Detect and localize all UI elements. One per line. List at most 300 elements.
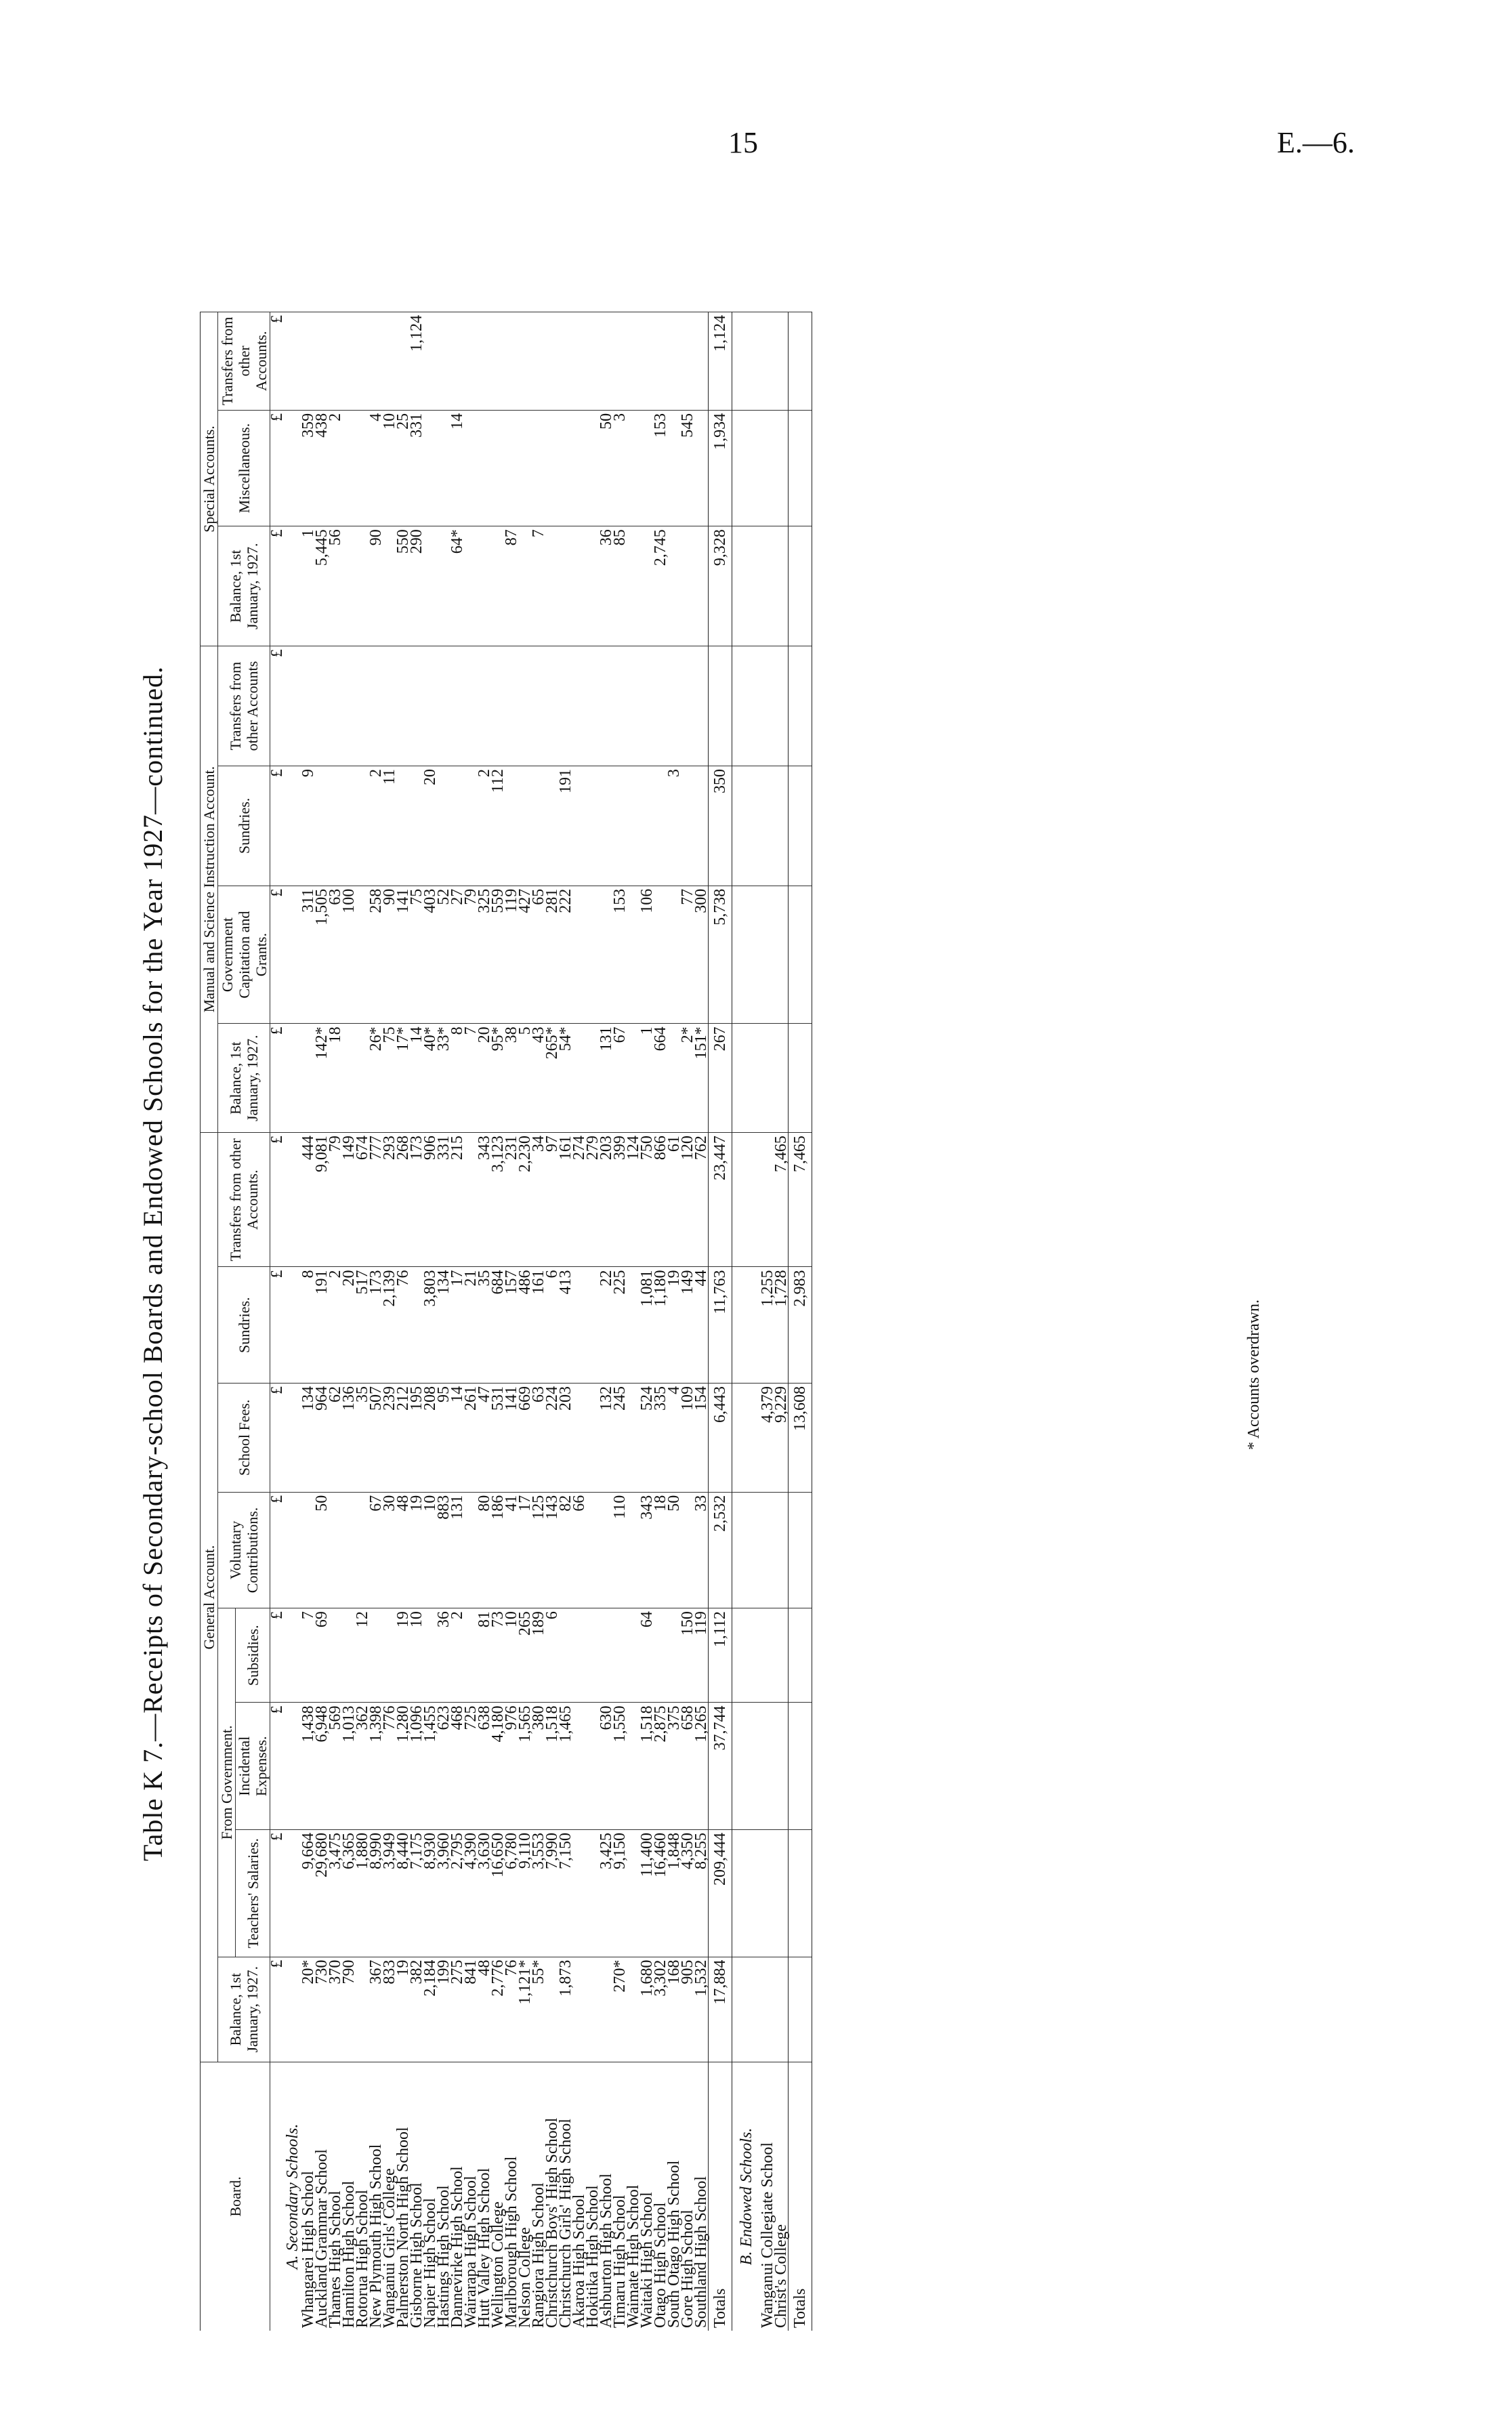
- value-cell: [450, 646, 464, 766]
- school-name: New Plymouth High School: [369, 2062, 383, 2331]
- value-cell: 2,776: [491, 1957, 505, 2062]
- value-cell: 25: [396, 410, 410, 526]
- total-cell: [789, 1492, 812, 1608]
- value-cell: [761, 526, 774, 646]
- value-cell: 35: [478, 1267, 491, 1383]
- value-cell: 11: [383, 766, 396, 886]
- value-cell: 43: [532, 1024, 545, 1133]
- value-cell: 343: [640, 1492, 654, 1608]
- value-cell: 90: [369, 526, 383, 646]
- value-cell: 1: [640, 1024, 654, 1133]
- value-cell: [761, 1830, 774, 1957]
- empty-cell: [732, 886, 761, 1024]
- table-row: [694, 312, 709, 2331]
- value-cell: 142*: [315, 1024, 329, 1133]
- value-cell: 311: [301, 886, 315, 1024]
- value-cell: 19: [410, 1492, 423, 1608]
- empty-cell: [284, 646, 301, 766]
- value-cell: [681, 312, 694, 411]
- empty-cell: [732, 1608, 761, 1703]
- value-cell: 545: [681, 410, 694, 526]
- value-cell: 1,873: [559, 1957, 572, 2062]
- value-cell: 27: [450, 886, 464, 1024]
- value-cell: 134: [301, 1383, 315, 1492]
- value-cell: 5: [518, 1024, 532, 1133]
- table-title: Table K 7.—Receipts of Secondary-school Boards and Endowed Schools for the Year 1927—continued.: [137, 665, 168, 1862]
- value-cell: 208: [423, 1383, 437, 1492]
- currency-cell: £: [270, 1133, 285, 1267]
- value-cell: [410, 646, 423, 766]
- value-cell: [761, 1957, 774, 2062]
- value-cell: 150: [681, 1608, 694, 1703]
- value-cell: 3,302: [654, 1957, 667, 2062]
- value-cell: 325: [478, 886, 491, 1024]
- table-row: [315, 312, 329, 2331]
- value-cell: 161: [532, 1267, 545, 1383]
- value-cell: 1,280: [396, 1703, 410, 1830]
- value-cell: 265: [518, 1608, 532, 1703]
- value-cell: 239: [383, 1383, 396, 1492]
- value-cell: [694, 410, 709, 526]
- value-cell: [559, 312, 572, 411]
- value-cell: 199: [437, 1957, 450, 2062]
- value-cell: 2,875: [654, 1703, 667, 1830]
- value-cell: [423, 646, 437, 766]
- value-cell: 524: [640, 1383, 654, 1492]
- school-name: Christchurch Boys' High School: [545, 2062, 559, 2331]
- total-cell: 9,328: [709, 526, 732, 646]
- document-id: E.—6.: [1277, 126, 1355, 159]
- value-cell: 1,255: [761, 1267, 774, 1383]
- value-cell: 80: [478, 1492, 491, 1608]
- value-cell: 10: [410, 1608, 423, 1703]
- value-cell: [654, 886, 667, 1024]
- value-cell: 6,365: [342, 1830, 356, 1957]
- value-cell: 367: [369, 1957, 383, 2062]
- value-cell: [342, 1492, 356, 1608]
- header-balance: Balance, 1st January, 1927.: [218, 1957, 270, 2062]
- value-cell: 399: [613, 1133, 627, 1267]
- table-row: [301, 312, 315, 2331]
- total-cell: 11,763: [709, 1267, 732, 1383]
- value-cell: 684: [491, 1267, 505, 1383]
- value-cell: [586, 1957, 600, 2062]
- value-cell: 3,960: [437, 1830, 450, 1957]
- value-cell: 1,455: [423, 1703, 437, 1830]
- table-row: [532, 312, 545, 2331]
- header-manual-transfers: Transfers from other Accounts: [218, 646, 270, 766]
- table-row: [410, 312, 423, 2331]
- table-row: [613, 312, 627, 2331]
- table-row: [356, 312, 369, 2331]
- header-fees: School Fees.: [218, 1383, 270, 1492]
- value-cell: [464, 410, 478, 526]
- value-cell: [437, 646, 450, 766]
- value-cell: [572, 410, 586, 526]
- currency-cell: £: [270, 1024, 285, 1133]
- total-cell: [789, 886, 812, 1024]
- value-cell: 168: [667, 1957, 681, 2062]
- value-cell: [694, 766, 709, 886]
- table-row: [369, 312, 383, 2331]
- value-cell: 270*: [613, 1957, 627, 2062]
- empty-cell: [732, 1267, 761, 1383]
- value-cell: 9,229: [774, 1383, 789, 1492]
- value-cell: 550: [396, 526, 410, 646]
- value-cell: 1,728: [774, 1267, 789, 1383]
- value-cell: 125: [532, 1492, 545, 1608]
- total-cell: [789, 1957, 812, 2062]
- value-cell: [329, 646, 342, 766]
- value-cell: 1,096: [410, 1703, 423, 1830]
- value-cell: [613, 766, 627, 886]
- value-cell: 36: [600, 526, 613, 646]
- value-cell: 132: [600, 1383, 613, 1492]
- value-cell: 438: [315, 410, 329, 526]
- section-heading: [284, 312, 301, 2331]
- value-cell: 3: [613, 410, 627, 526]
- value-cell: 215: [450, 1133, 464, 1267]
- value-cell: [627, 766, 640, 886]
- value-cell: 343: [478, 1133, 491, 1267]
- value-cell: 1,121*: [518, 1957, 532, 2062]
- value-cell: 19: [396, 1608, 410, 1703]
- totals-label: Totals: [789, 2062, 812, 2331]
- header-manual-balance: Balance, 1st January, 1927.: [218, 1024, 270, 1133]
- value-cell: 866: [654, 1133, 667, 1267]
- value-cell: 95: [437, 1383, 450, 1492]
- value-cell: [654, 646, 667, 766]
- school-name: Marlborough High School: [505, 2062, 518, 2331]
- value-cell: 261: [464, 1383, 478, 1492]
- school-name: Whangarei High School: [301, 2062, 315, 2331]
- value-cell: 4,379: [761, 1383, 774, 1492]
- value-cell: 67: [369, 1492, 383, 1608]
- school-name: Nelson College: [518, 2062, 532, 2331]
- header-special-balance: Balance, 1st January, 1927.: [218, 526, 270, 646]
- value-cell: [491, 646, 505, 766]
- value-cell: 195: [410, 1383, 423, 1492]
- header-sundries: Sundries.: [218, 1267, 270, 1383]
- value-cell: 293: [383, 1133, 396, 1267]
- header-manual-sundries: Sundries.: [218, 766, 270, 886]
- value-cell: 964: [315, 1383, 329, 1492]
- value-cell: 1,124: [410, 312, 423, 411]
- school-name: Ashburton High School: [600, 2062, 613, 2331]
- value-cell: 22: [600, 1267, 613, 1383]
- value-cell: [545, 526, 559, 646]
- total-cell: [789, 646, 812, 766]
- value-cell: 63: [532, 1383, 545, 1492]
- value-cell: 1,398: [369, 1703, 383, 1830]
- value-cell: 265*: [545, 1024, 559, 1133]
- value-cell: [478, 410, 491, 526]
- currency-cell: £: [270, 1267, 285, 1383]
- value-cell: [667, 312, 681, 411]
- value-cell: [423, 410, 437, 526]
- value-cell: 883: [437, 1492, 450, 1608]
- value-cell: 1,518: [640, 1703, 654, 1830]
- value-cell: [654, 1608, 667, 1703]
- value-cell: [774, 646, 789, 766]
- value-cell: 20: [423, 766, 437, 886]
- rotated-table-frame: [122, 196, 1341, 2331]
- value-cell: 9,110: [518, 1830, 532, 1957]
- value-cell: 669: [518, 1383, 532, 1492]
- value-cell: [301, 646, 315, 766]
- school-name: Timaru High School: [613, 2062, 627, 2331]
- value-cell: 48: [478, 1957, 491, 2062]
- empty-cell: [284, 766, 301, 886]
- value-cell: 11,400: [640, 1830, 654, 1957]
- value-cell: 1,013: [342, 1703, 356, 1830]
- table-row: [761, 312, 774, 2331]
- value-cell: [572, 766, 586, 886]
- value-cell: 275: [450, 1957, 464, 2062]
- value-cell: [572, 312, 586, 411]
- value-cell: 4,350: [681, 1830, 694, 1957]
- table-row: [586, 312, 600, 2331]
- value-cell: [450, 766, 464, 886]
- value-cell: 154: [694, 1383, 709, 1492]
- value-cell: 17: [450, 1267, 464, 1383]
- currency-cell: £: [270, 1830, 285, 1957]
- value-cell: [518, 312, 532, 411]
- value-cell: 55*: [532, 1957, 545, 2062]
- value-cell: [586, 646, 600, 766]
- value-cell: [774, 1957, 789, 2062]
- value-cell: 26*: [369, 1024, 383, 1133]
- value-cell: 17: [518, 1492, 532, 1608]
- value-cell: [437, 766, 450, 886]
- total-cell: [709, 646, 732, 766]
- school-name: South Otago High School: [667, 2062, 681, 2331]
- value-cell: 36: [437, 1608, 450, 1703]
- value-cell: [329, 312, 342, 411]
- value-cell: 2,795: [450, 1830, 464, 1957]
- empty-cell: [732, 646, 761, 766]
- value-cell: [613, 646, 627, 766]
- value-cell: 638: [478, 1703, 491, 1830]
- total-cell: 1,112: [709, 1608, 732, 1703]
- value-cell: 35: [356, 1383, 369, 1492]
- value-cell: 141: [505, 1383, 518, 1492]
- value-cell: [342, 646, 356, 766]
- table-row: [518, 312, 532, 2331]
- value-cell: [774, 1703, 789, 1830]
- value-cell: [761, 1703, 774, 1830]
- value-cell: 258: [369, 886, 383, 1024]
- total-cell: [789, 1024, 812, 1133]
- value-cell: 76: [396, 1267, 410, 1383]
- value-cell: 79: [464, 886, 478, 1024]
- value-cell: [315, 766, 329, 886]
- empty-cell: [732, 1024, 761, 1133]
- total-cell: 5,738: [709, 886, 732, 1024]
- value-cell: 1,532: [694, 1957, 709, 2062]
- header-from-government: From Government.: [218, 1608, 236, 1957]
- value-cell: 906: [423, 1133, 437, 1267]
- value-cell: [613, 1608, 627, 1703]
- value-cell: 905: [681, 1957, 694, 2062]
- header-teachers-salaries: Teachers' Salaries.: [236, 1830, 270, 1957]
- value-cell: 370: [329, 1957, 342, 2062]
- value-cell: 75: [383, 1024, 396, 1133]
- value-cell: 131: [450, 1492, 464, 1608]
- empty-cell: [732, 312, 761, 411]
- value-cell: [627, 646, 640, 766]
- value-cell: 109: [681, 1383, 694, 1492]
- value-cell: [654, 312, 667, 411]
- total-cell: 7,465: [789, 1133, 812, 1267]
- value-cell: [464, 646, 478, 766]
- value-cell: 48: [396, 1492, 410, 1608]
- page-number: 15: [728, 126, 758, 159]
- value-cell: 95*: [491, 1024, 505, 1133]
- value-cell: 3,630: [478, 1830, 491, 1957]
- value-cell: 19: [396, 1957, 410, 2062]
- total-cell: 13,608: [789, 1383, 812, 1492]
- value-cell: 90: [383, 886, 396, 1024]
- value-cell: 38: [505, 1024, 518, 1133]
- currency-cell: £: [270, 1492, 285, 1608]
- value-cell: 468: [450, 1703, 464, 1830]
- value-cell: [627, 1024, 640, 1133]
- value-cell: 375: [667, 1703, 681, 1830]
- table-row: [396, 312, 410, 2331]
- empty-cell: [732, 1830, 761, 1957]
- value-cell: [761, 1608, 774, 1703]
- total-cell: 350: [709, 766, 732, 886]
- value-cell: 3: [667, 766, 681, 886]
- currency-cell: £: [270, 1703, 285, 1830]
- value-cell: [342, 526, 356, 646]
- value-cell: 8: [301, 1267, 315, 1383]
- value-cell: 3,949: [383, 1830, 396, 1957]
- value-cell: [315, 646, 329, 766]
- value-cell: 3,425: [600, 1830, 613, 1957]
- value-cell: [774, 312, 789, 411]
- currency-row: [270, 312, 285, 2331]
- empty-cell: [732, 1133, 761, 1267]
- value-cell: [572, 1830, 586, 1957]
- table-row: [627, 312, 640, 2331]
- school-name: Thames High School: [329, 2062, 342, 2331]
- value-cell: 112: [491, 766, 505, 886]
- value-cell: [545, 646, 559, 766]
- school-name: Southland High School: [694, 2062, 709, 2331]
- value-cell: [356, 646, 369, 766]
- value-cell: 3,553: [532, 1830, 545, 1957]
- header-incidental: Incidental Expenses.: [236, 1703, 270, 1830]
- school-name: Hastings High School: [437, 2062, 450, 2331]
- value-cell: 50: [315, 1492, 329, 1608]
- school-name: Christ's College: [774, 2062, 789, 2331]
- value-cell: [627, 312, 640, 411]
- value-cell: 2: [369, 766, 383, 886]
- total-cell: 2,532: [709, 1492, 732, 1608]
- value-cell: [545, 312, 559, 411]
- table-body: [270, 312, 812, 2331]
- empty-cell: [284, 1267, 301, 1383]
- value-cell: 6: [545, 1608, 559, 1703]
- value-cell: [572, 886, 586, 1024]
- table-row: [545, 312, 559, 2331]
- value-cell: 4: [369, 410, 383, 526]
- value-cell: [774, 766, 789, 886]
- total-cell: 209,444: [709, 1830, 732, 1957]
- value-cell: 2,230: [518, 1133, 532, 1267]
- section-heading: [732, 312, 761, 2331]
- value-cell: 623: [437, 1703, 450, 1830]
- value-cell: 281: [545, 886, 559, 1024]
- value-cell: [640, 766, 654, 886]
- totals-row: [789, 312, 812, 2331]
- table-row: [505, 312, 518, 2331]
- table-row: [450, 312, 464, 2331]
- value-cell: [667, 526, 681, 646]
- value-cell: [329, 1492, 342, 1608]
- value-cell: 2,139: [383, 1267, 396, 1383]
- header-miscellaneous: Miscellaneous.: [218, 410, 270, 526]
- value-cell: 7,150: [559, 1830, 572, 1957]
- value-cell: [437, 312, 450, 411]
- value-cell: [761, 312, 774, 411]
- value-cell: 730: [315, 1957, 329, 2062]
- empty-cell: [732, 766, 761, 886]
- value-cell: 1,848: [667, 1830, 681, 1957]
- value-cell: [572, 1383, 586, 1492]
- value-cell: 664: [654, 1024, 667, 1133]
- value-cell: [342, 1024, 356, 1133]
- value-cell: 20*: [301, 1957, 315, 2062]
- value-cell: 149: [681, 1267, 694, 1383]
- value-cell: 40*: [423, 1024, 437, 1133]
- value-cell: 50: [667, 1492, 681, 1608]
- total-cell: [789, 766, 812, 886]
- value-cell: 833: [383, 1957, 396, 2062]
- value-cell: 50: [600, 410, 613, 526]
- value-cell: 486: [518, 1267, 532, 1383]
- header-special-accounts: Special Accounts.: [201, 312, 218, 646]
- value-cell: 143: [545, 1492, 559, 1608]
- value-cell: 151*: [694, 1024, 709, 1133]
- table-row: [478, 312, 491, 2331]
- value-cell: 149: [342, 1133, 356, 1267]
- school-name: Dannevirke High School: [450, 2062, 464, 2331]
- school-name: Christchurch Girls' High School: [559, 2062, 572, 2331]
- school-name: Wellington College: [491, 2062, 505, 2331]
- value-cell: 87: [505, 526, 518, 646]
- value-cell: [761, 766, 774, 886]
- value-cell: 191: [315, 1267, 329, 1383]
- value-cell: 225: [613, 1267, 627, 1383]
- value-cell: [342, 766, 356, 886]
- value-cell: [627, 410, 640, 526]
- value-cell: [774, 1830, 789, 1957]
- header-board: Board.: [201, 2062, 270, 2331]
- currency-label: [270, 2062, 285, 2331]
- value-cell: [342, 312, 356, 411]
- value-cell: 2,745: [654, 526, 667, 646]
- value-cell: 153: [613, 886, 627, 1024]
- value-cell: [478, 646, 491, 766]
- value-cell: 444: [301, 1133, 315, 1267]
- school-name: Napier High School: [423, 2062, 437, 2331]
- empty-cell: [284, 1608, 301, 1703]
- value-cell: 61: [667, 1133, 681, 1267]
- empty-cell: [732, 526, 761, 646]
